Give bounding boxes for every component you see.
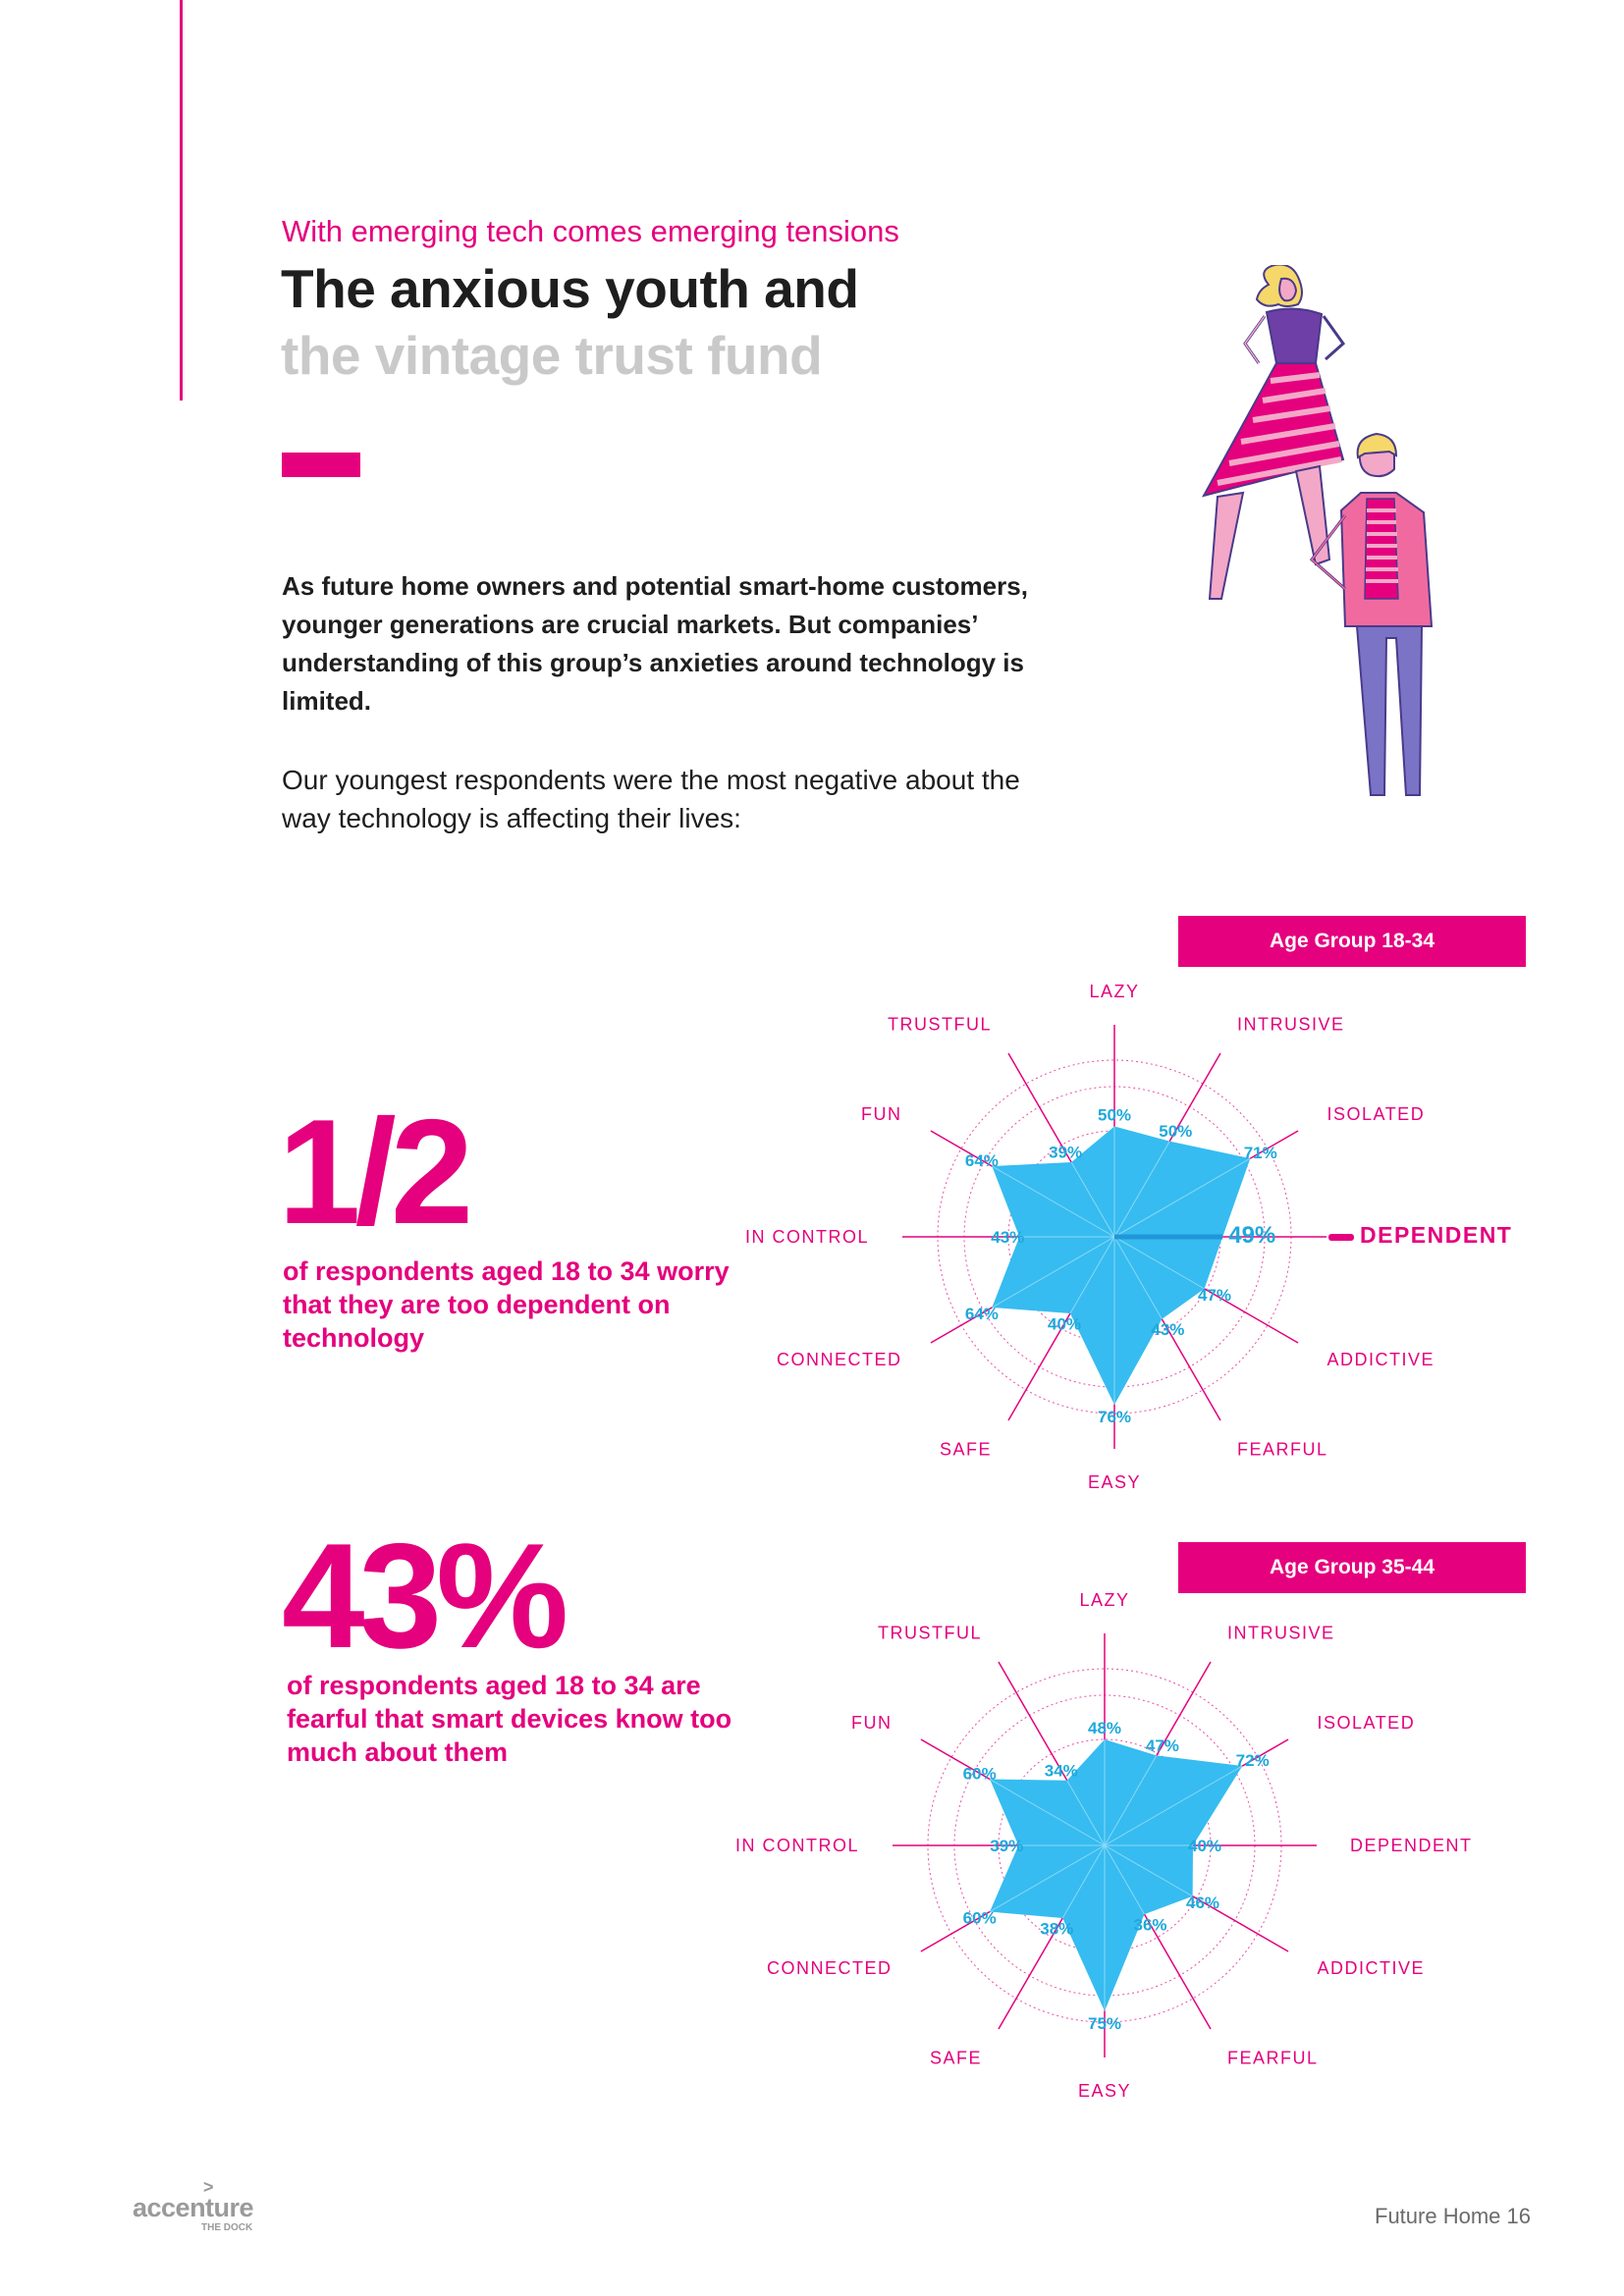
- radar-category-label: SAFE: [929, 2048, 982, 2068]
- radar-value-label: 75%: [1087, 2013, 1122, 2033]
- radar-area-1: [990, 1739, 1242, 2011]
- age-group-label-1: Age Group 18-34: [1178, 916, 1526, 967]
- radar-value-label: 46%: [1186, 1893, 1220, 1912]
- radar-value-label: 50%: [1097, 1105, 1132, 1125]
- radar-value-label: 40%: [1047, 1314, 1082, 1334]
- radar-value-label: 76%: [1097, 1408, 1132, 1426]
- radar-category-label: ISOLATED: [1317, 1713, 1416, 1733]
- accent-dash: [282, 453, 360, 477]
- radar-value-label: 47%: [1197, 1285, 1231, 1305]
- radar-category-label: IN CONTROL: [744, 1227, 869, 1247]
- stat-caption-1: of respondents aged 18 to 34 worry that they are too dependent on technology: [283, 1256, 730, 1353]
- radar-category-label: INTRUSIVE: [1237, 1014, 1345, 1035]
- radar-area-0: [992, 1127, 1250, 1406]
- radar-category-label: LAZY: [1089, 982, 1140, 1001]
- radar-category-label: LAZY: [1079, 1590, 1130, 1610]
- radar-value-label: 34%: [1044, 1761, 1078, 1781]
- radar-value-label: 40%: [1187, 1837, 1222, 1855]
- age-group-label-2: Age Group 35-44: [1178, 1542, 1526, 1593]
- radar-category-label: FUN: [850, 1713, 893, 1733]
- radar-value-label: 43%: [991, 1228, 1025, 1247]
- stat-value-2: 43%: [282, 1513, 564, 1680]
- eyebrow-heading: With emerging tech comes emerging tensions: [282, 214, 899, 248]
- radar-value-label: 49%: [1228, 1222, 1276, 1249]
- logo-mark-icon: >: [203, 2177, 214, 2197]
- radar-chart-18-34: [727, 962, 1561, 1512]
- radar-category-label: FUN: [860, 1104, 902, 1124]
- radar-value-label: 38%: [1040, 1919, 1074, 1939]
- radar-value-label: 36%: [1133, 1915, 1167, 1935]
- radar-category-label: TRUSTFUL: [878, 1623, 982, 1643]
- radar-value-label: 64%: [964, 1151, 999, 1170]
- page-subtitle: the vintage trust fund: [281, 325, 823, 386]
- radar-value-label: 64%: [964, 1305, 999, 1323]
- radar-category-label: CONNECTED: [766, 1958, 893, 1978]
- people-illustration: [1188, 265, 1463, 805]
- radar-value-label: 60%: [962, 1908, 997, 1928]
- radar-category-label: IN CONTROL: [734, 1836, 859, 1855]
- radar-value-label: 39%: [990, 1837, 1024, 1855]
- radar-value-label: 39%: [1049, 1143, 1083, 1162]
- highlight-marker: [1328, 1234, 1354, 1241]
- stat-caption-2: of respondents aged 18 to 34 are fearful that smart devices know too much about them: [287, 1671, 732, 1767]
- accent-vertical-line: [180, 0, 183, 400]
- radar-category-label: TRUSTFUL: [888, 1014, 992, 1035]
- radar-value-label: 60%: [962, 1764, 997, 1784]
- radar-category-label: DEPENDENT: [1350, 1836, 1473, 1855]
- radar-category-label: ISOLATED: [1326, 1104, 1426, 1124]
- page-number: Future Home 16: [1375, 2204, 1531, 2228]
- radar-value-label: 48%: [1087, 1719, 1122, 1737]
- radar-category-label: CONNECTED: [776, 1350, 902, 1369]
- stat-value-1: 1/2: [278, 1089, 468, 1255]
- radar-chart-35-44: [727, 1575, 1561, 2125]
- radar-value-label: 72%: [1235, 1751, 1270, 1770]
- logo-subtext: THE DOCK: [201, 2222, 253, 2233]
- radar-value-label: 71%: [1243, 1144, 1277, 1163]
- radar-category-label: ADDICTIVE: [1326, 1350, 1435, 1369]
- intro-lead: As future home owners and potential smart-home customers, younger generations are crucial markets. But companies’ understanding of this group’s anxieties around technology is limited.: [282, 571, 1028, 716]
- woman-figure: [1204, 265, 1343, 599]
- intro-body: Our youngest respondents were the most negative about the way technology is affecting their lives:: [282, 765, 1020, 833]
- radar-category-label: SAFE: [939, 1439, 992, 1460]
- radar-category-label: EASY: [1077, 2081, 1132, 2101]
- radar-value-label: 50%: [1159, 1122, 1193, 1142]
- radar-category-label: DEPENDENT: [1360, 1222, 1513, 1248]
- radar-category-label: FEARFUL: [1237, 1439, 1328, 1460]
- radar-category-label: FEARFUL: [1227, 2048, 1319, 2068]
- radar-category-label: INTRUSIVE: [1227, 1623, 1335, 1643]
- radar-category-label: EASY: [1087, 1472, 1142, 1492]
- radar-value-label: 47%: [1145, 1736, 1179, 1756]
- radar-category-label: ADDICTIVE: [1317, 1958, 1426, 1978]
- radar-value-label: 43%: [1151, 1320, 1185, 1340]
- page-title: The anxious youth and: [281, 258, 859, 319]
- company-logo: [133, 2177, 270, 2233]
- logo-text: accenture: [133, 2193, 254, 2222]
- man-figure: [1312, 434, 1432, 795]
